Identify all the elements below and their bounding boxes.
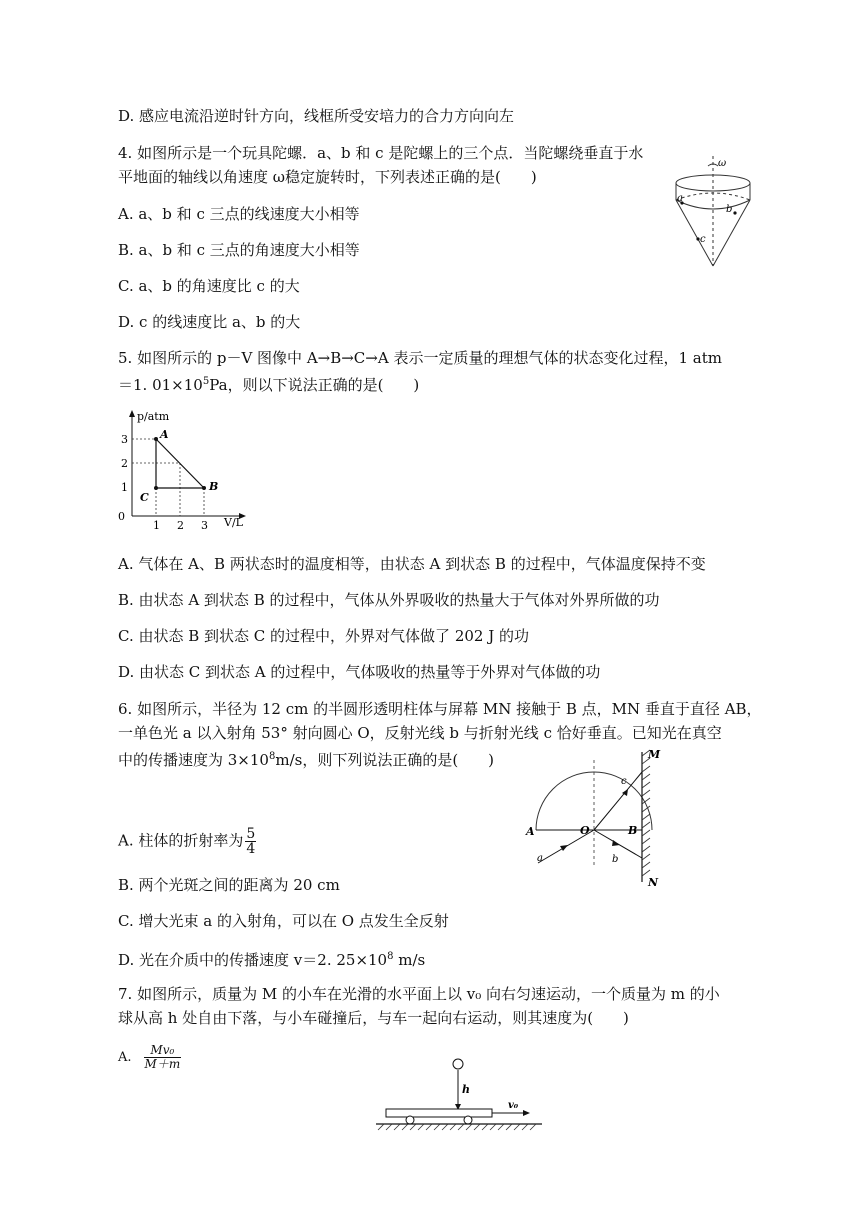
q5-exponent: 5	[202, 376, 210, 387]
y-tick-1: 1	[121, 481, 128, 494]
y-axis-label: p/atm	[137, 410, 170, 423]
q5-stem-2b: Pa，则以下说法正确的是( )	[209, 376, 420, 394]
q5-stem-line-2	[118, 372, 419, 395]
label-m: M	[648, 748, 661, 761]
q6-stem-3a: 中的传播速度为 3×10	[118, 751, 269, 769]
q6-option-c: C. 增大光束 a 的入射角，可以在 O 点发生全反射	[118, 912, 449, 930]
refractive-index-fraction	[245, 827, 256, 856]
q7-option-a-label: A.	[118, 1050, 132, 1065]
ray-a-label: a	[537, 853, 543, 864]
q4-stem-line-2: 平地面的轴线以角速度 ω稳定旋转时，下列表述正确的是( )	[118, 168, 537, 186]
q5-option-c: C. 由状态 B 到状态 C 的过程中，外界对气体做了 202 J 的功	[118, 627, 530, 645]
q5-stem-line-1: 5. 如图所示的 p－V 图像中 A→B→C→A 表示一定质量的理想气体的状态变化过程，1 atm	[118, 349, 722, 367]
label-n: N	[648, 876, 659, 888]
cart-ball-figure	[372, 1054, 548, 1134]
point-b-label: B	[209, 480, 219, 493]
semicircle-refraction-figure	[524, 746, 674, 888]
fraction-denominator: 4	[246, 841, 256, 857]
q3-option-d: D. 感应电流沿逆时针方向，线框所受安培力的合力方向向左	[118, 107, 515, 125]
q5-option-d: D. 由状态 C 到状态 A 的过程中，气体吸收的热量等于外界对气体做的功	[118, 663, 601, 681]
label-b: B	[628, 824, 638, 837]
cart-body	[386, 1109, 492, 1117]
q5-stem-2a: ＝1. 01×10	[118, 376, 203, 394]
ray-b-label: b	[612, 854, 619, 865]
q6-exponent: 8	[268, 751, 276, 762]
point-c-label: C	[140, 491, 149, 504]
x-tick-3: 3	[201, 519, 208, 532]
q6-option-a	[118, 827, 256, 856]
q7-option-a	[118, 1044, 181, 1071]
x-axis-label: V/L	[224, 516, 243, 529]
label-o: O	[580, 824, 590, 837]
q5-option-a: A. 气体在 A、B 两状态时的温度相等，由状态 A 到状态 B 的过程中，气体温度保持不变	[118, 555, 706, 573]
spinning-top-figure	[668, 152, 758, 272]
label-a: A	[526, 825, 535, 838]
q4-option-d: D. c 的线速度比 a、b 的大	[118, 313, 301, 331]
ray-c-label: c	[621, 776, 627, 787]
pv-graph-figure	[112, 408, 262, 534]
q4-option-b: B. a、b 和 c 三点的角速度大小相等	[118, 241, 360, 259]
fraction-numerator: Mv₀	[144, 1044, 182, 1058]
y-tick-2: 2	[121, 457, 128, 470]
q6-stem-3b: m/s，则下列说法正确的是( )	[275, 751, 495, 769]
omega-label: ω	[718, 158, 727, 169]
q4-option-c: C. a、b 的角速度比 c 的大	[118, 277, 300, 295]
y-tick-3: 3	[121, 433, 128, 446]
q6-option-a-text: A. 柱体的折射率为	[118, 831, 244, 850]
q6-option-b: B. 两个光斑之间的距离为 20 cm	[118, 876, 340, 894]
point-a-dot	[154, 437, 158, 441]
q6-option-d-text: D. 光在介质中的传播速度 v＝2. 25×10	[118, 951, 388, 969]
fraction-numerator: 5	[246, 826, 256, 842]
q6-stem-line-1: 6. 如图所示，半径为 12 cm 的半圆形透明柱体与屏幕 MN 接触于 B 点，MN 垂直于直径 AB，	[118, 700, 762, 718]
fraction-denominator: M＋m	[144, 1057, 181, 1071]
cart-wheel-right	[464, 1116, 472, 1124]
point-b-dot	[202, 486, 206, 490]
ray-c	[594, 772, 642, 830]
x-tick-2: 2	[177, 519, 184, 532]
q6-stem-line-3	[118, 747, 494, 770]
q7-stem-line-1: 7. 如图所示，质量为 M 的小车在光滑的水平面上以 v₀ 向右匀速运动，一个质量为 m 的小	[118, 985, 720, 1003]
q6-option-d-exponent: 8	[387, 951, 394, 962]
point-b-label: b	[726, 204, 733, 215]
cart-wheel-left	[406, 1116, 414, 1124]
velocity-label: v₀	[508, 1100, 519, 1111]
q6-option-d-unit: m/s	[393, 951, 426, 969]
origin-label: 0	[118, 510, 125, 523]
x-tick-1: 1	[153, 519, 160, 532]
q4-option-a: A. a、b 和 c 三点的线速度大小相等	[118, 205, 360, 223]
point-c-label: c	[700, 234, 706, 245]
point-a-label: A	[160, 428, 169, 441]
q5-option-b: B. 由状态 A 到状态 B 的过程中，气体从外界吸收的热量大于气体对外界所做的功	[118, 591, 660, 609]
q7-stem-line-2: 球从高 h 处自由下落，与小车碰撞后，与车一起向右运动，则其速度为( )	[118, 1009, 629, 1027]
q6-option-d	[118, 947, 425, 970]
point-b-dot	[733, 211, 736, 214]
q7-option-a-fraction	[144, 1044, 182, 1071]
q4-stem-line-1: 4. 如图所示是一个玩具陀螺．a、b 和 c 是陀螺上的三个点．当陀螺绕垂直于水	[118, 144, 644, 162]
point-a-label: a	[677, 193, 683, 204]
q6-stem-line-2: 一单色光 a 以入射角 53° 射向圆心 O，反射光线 b 与折射光线 c 恰好垂直。已知光在真空	[118, 724, 722, 742]
height-label: h	[462, 1083, 470, 1096]
ball	[453, 1059, 463, 1069]
point-c-dot	[154, 486, 158, 490]
